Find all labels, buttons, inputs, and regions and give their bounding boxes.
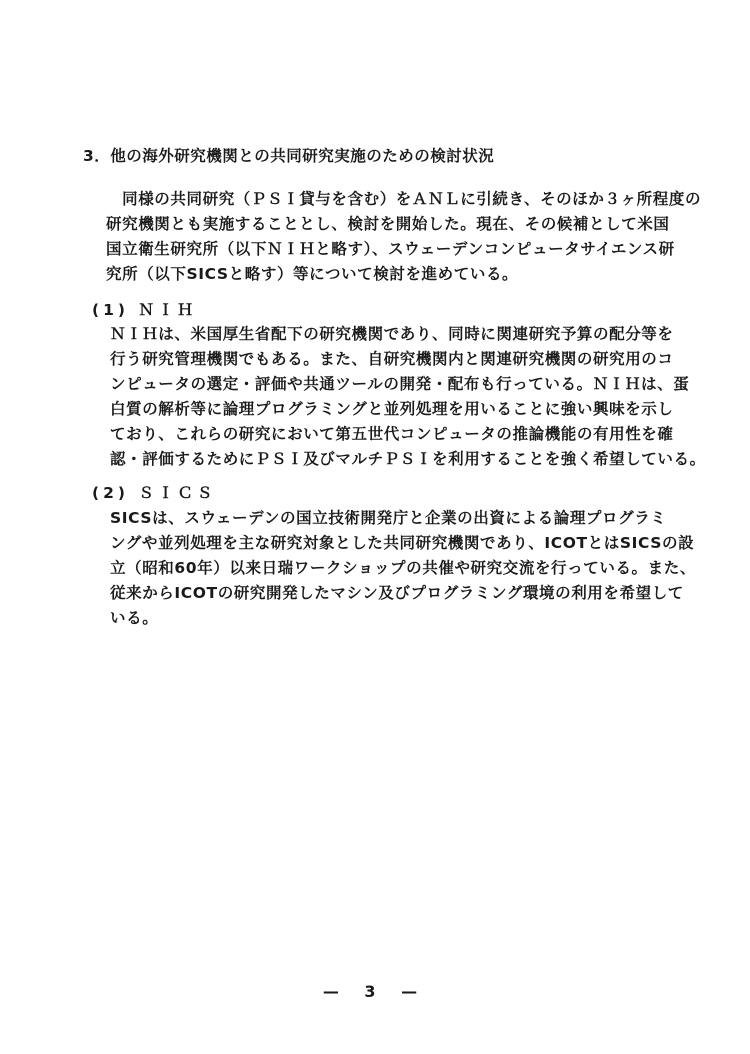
nih-line-4: 白質の解析等に論理プログラミングと並列処理を用いることに強い興味を示し (110, 400, 674, 418)
intro-line-4: 究所（以下SICSと略す）等について検討を進めている。 (106, 265, 519, 283)
intro-line-1: 同様の共同研究（ＰＳＩ貸与を含む）をＡＮＬに引続き、そのほか３ヶ所程度の (106, 190, 702, 208)
nih-line-1: ＮＩＨは、米国厚生省配下の研究機関であり、同時に関連研究予算の配分等を (110, 325, 674, 343)
intro-line-3: 国立衛生研究所（以下ＮＩＨと略す）、スウェーデンコンピュータサイエンス研 (106, 240, 675, 258)
sics-line-4: 従来からICOTの研究開発したマシン及びプログラミング環境の利用を希望して (110, 584, 684, 602)
section-heading: 3．他の海外研究機関との共同研究実施のための検討状況 (83, 147, 495, 165)
sics-line-1: SICSは、スウェーデンの国立技術開発庁と企業の出資による論理プログラミ (110, 509, 667, 527)
nih-line-2: 行う研究管理機関でもある。また、自研究機関内と関連研究機関の研究用のコ (110, 350, 674, 368)
subsection-heading-sics: (2) ＳＩＣＳ (92, 484, 217, 502)
subsection-heading-nih: (1) ＮＩＨ (92, 301, 197, 319)
intro-line-2: 研究機関とも実施することとし、検討を開始した。現在、その候補として米国 (106, 215, 670, 233)
sics-line-2: ングや並列処理を主な研究対象とした共同研究機関であり、ICOTとはSICSの設 (110, 534, 695, 552)
sics-line-5: いる。 (110, 609, 159, 627)
sics-line-3: 立（昭和60年）以来日瑞ワークショップの共催や研究交流を行っている。また、 (110, 559, 696, 577)
nih-line-5: ており、これらの研究において第五世代コンピュータの推論機能の有用性を確 (110, 425, 674, 443)
nih-line-3: ンピュータの選定・評価や共通ツールの開発・配布も行っている。ＮＩＨは、蛋 (110, 375, 690, 393)
page-number: — 3 — (322, 982, 428, 1001)
nih-line-6: 認・評価するためにＰＳＩ及びマルチＰＳＩを利用することを強く希望している。 (110, 450, 706, 468)
